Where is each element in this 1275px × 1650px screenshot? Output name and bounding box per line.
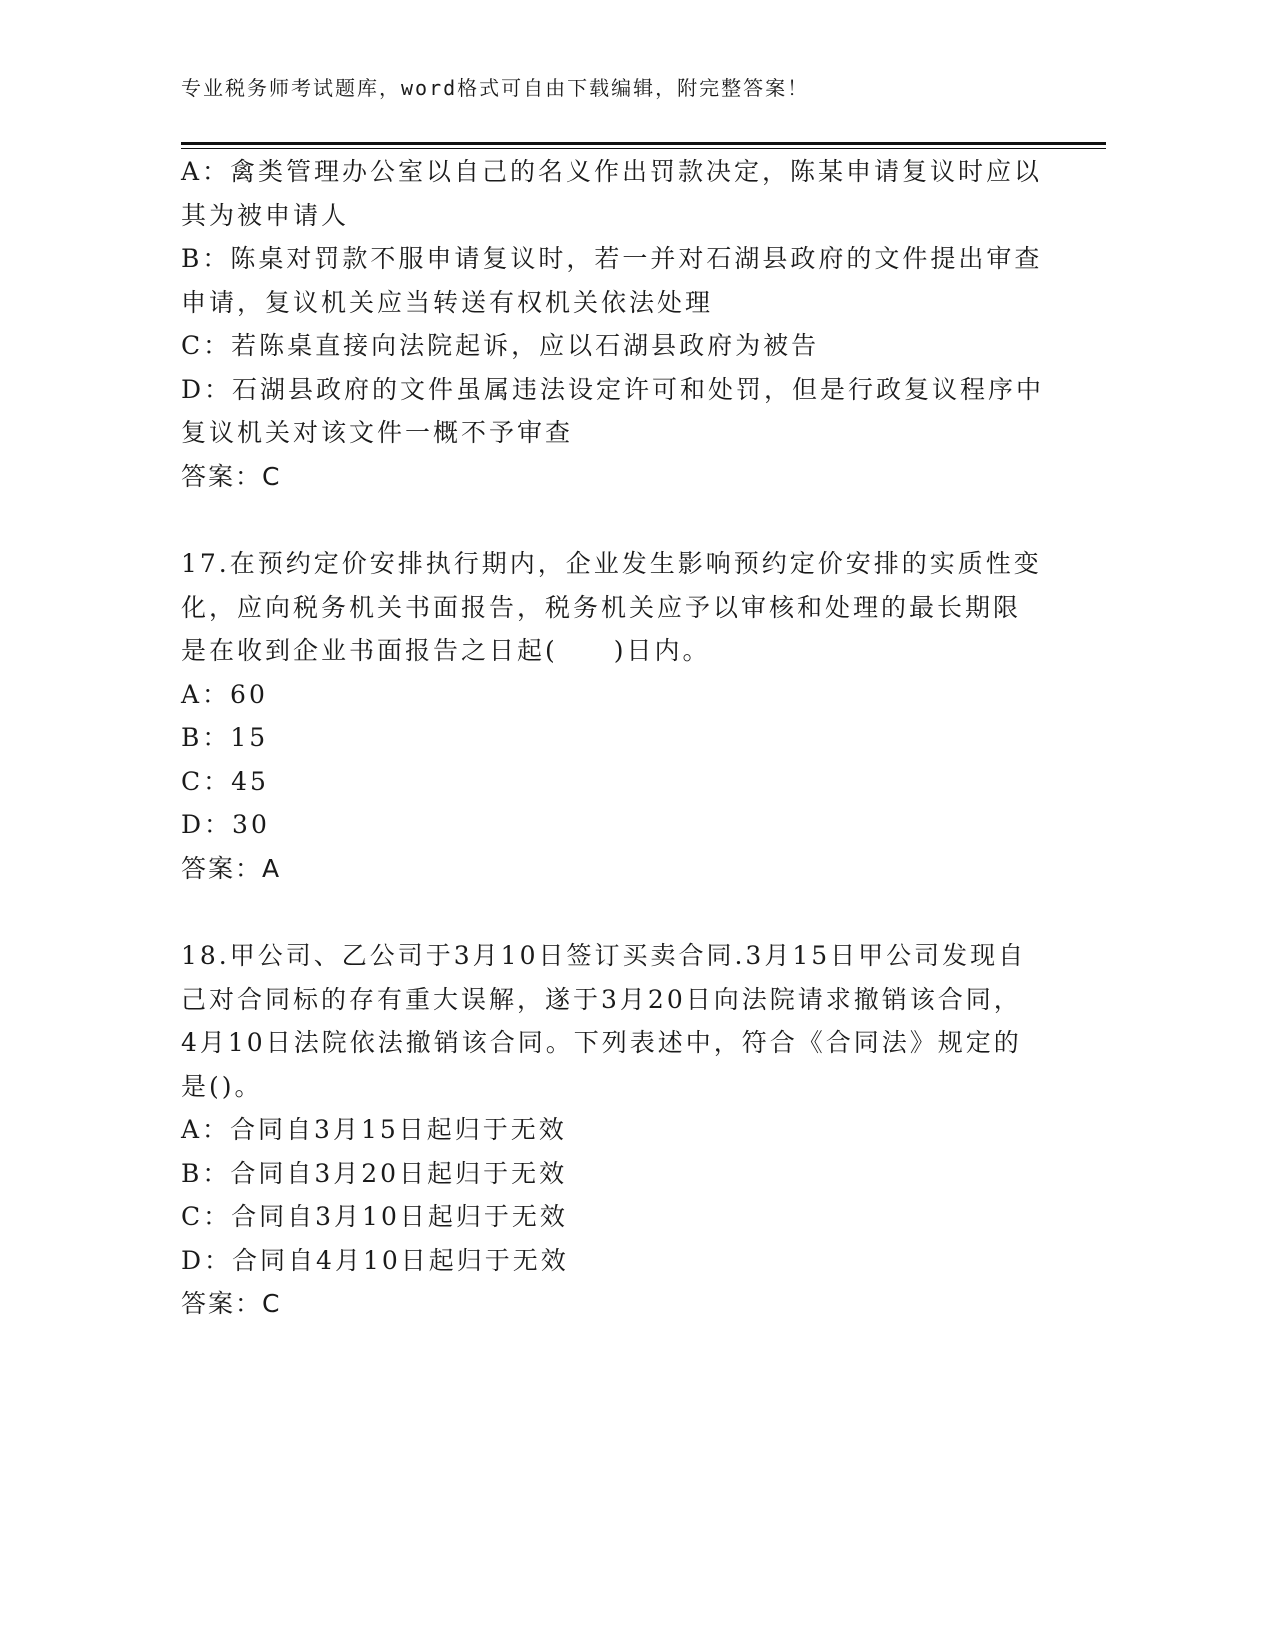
q18-stem-line-3: 4月10日法院依法撤销该合同。下列表述中，符合《合同法》规定的: [181, 1028, 1022, 1057]
document-body: [181, 150, 1045, 1326]
page-header: 专业税务师考试题库，word格式可自由下载编辑，附完整答案！: [181, 76, 810, 100]
q17-stem-line-2: 化，应向税务机关书面报告，税务机关应予以审核和处理的最长期限: [181, 592, 1022, 622]
q17-option-c: C：45: [181, 766, 269, 796]
spacer: [181, 498, 1041, 542]
q16-option-d-line-1: D：石湖县政府的文件虽属违法设定许可和处罚，但是行政复议程序中: [181, 374, 1045, 404]
q18-stem-line-4: 是()。: [181, 1071, 263, 1101]
q18-option-b: B：合同自3月20日起归于无效: [181, 1158, 568, 1188]
q17-stem: [181, 542, 1041, 673]
q18-stem-line-2: 己对合同标的存有重大误解，遂于3月20日向法院请求撤销该合同，: [181, 984, 1022, 1014]
q18-option-c: C：合同自3月10日起归于无效: [181, 1202, 568, 1231]
q16-option-b-line-1: B：陈桌对罚款不服申请复议时，若一并对石湖县政府的文件提出审查: [181, 244, 1043, 273]
q17-answer: 答案：A: [181, 853, 282, 883]
q18-answer: 答案：C: [181, 1289, 282, 1318]
q17-option-d: D：30: [181, 810, 270, 839]
q16-option-a-line-2: 其为被申请人: [181, 200, 350, 230]
header-rule-thin: [181, 148, 1106, 149]
q18-option-a: A：合同自3月15日起归于无效: [181, 1115, 567, 1144]
q17-stem-line-1: 17.在预约定价安排执行期内，企业发生影响预约定价安排的实质性变: [181, 549, 1042, 578]
q16-option-a: [181, 150, 1041, 237]
q17-stem-line-3: 是在收到企业书面报告之日起( )日内。: [181, 636, 711, 665]
q16-option-d-line-2: 复议机关对该文件一概不予审查: [181, 418, 574, 447]
spacer: [181, 890, 1041, 934]
q17-option-b: B：15: [181, 723, 269, 752]
q16-option-c: [181, 324, 1041, 368]
q16-option-a-line-1: A：禽类管理办公室以自己的名义作出罚款决定，陈某申请复议时应以: [181, 157, 1043, 186]
q16-option-b: [181, 237, 1041, 324]
header-rule-thick: [181, 142, 1106, 145]
q18-stem: [181, 934, 1041, 1108]
q16-option-c-line-1: C：若陈桌直接向法院起诉，应以石湖县政府为被告: [181, 331, 820, 360]
q17-option-a: A：60: [181, 679, 268, 709]
q16-option-d: [181, 368, 1045, 455]
q16-answer: 答案：C: [181, 461, 282, 491]
q16-option-b-line-2: 申请，复议机关应当转送有权机关依法处理: [181, 287, 714, 317]
q18-option-d: D：合同自4月10日起归于无效: [181, 1245, 569, 1275]
q18-stem-line-1: 18.甲公司、乙公司于3月10日签订买卖合同.3月15日甲公司发现自: [181, 941, 1027, 970]
